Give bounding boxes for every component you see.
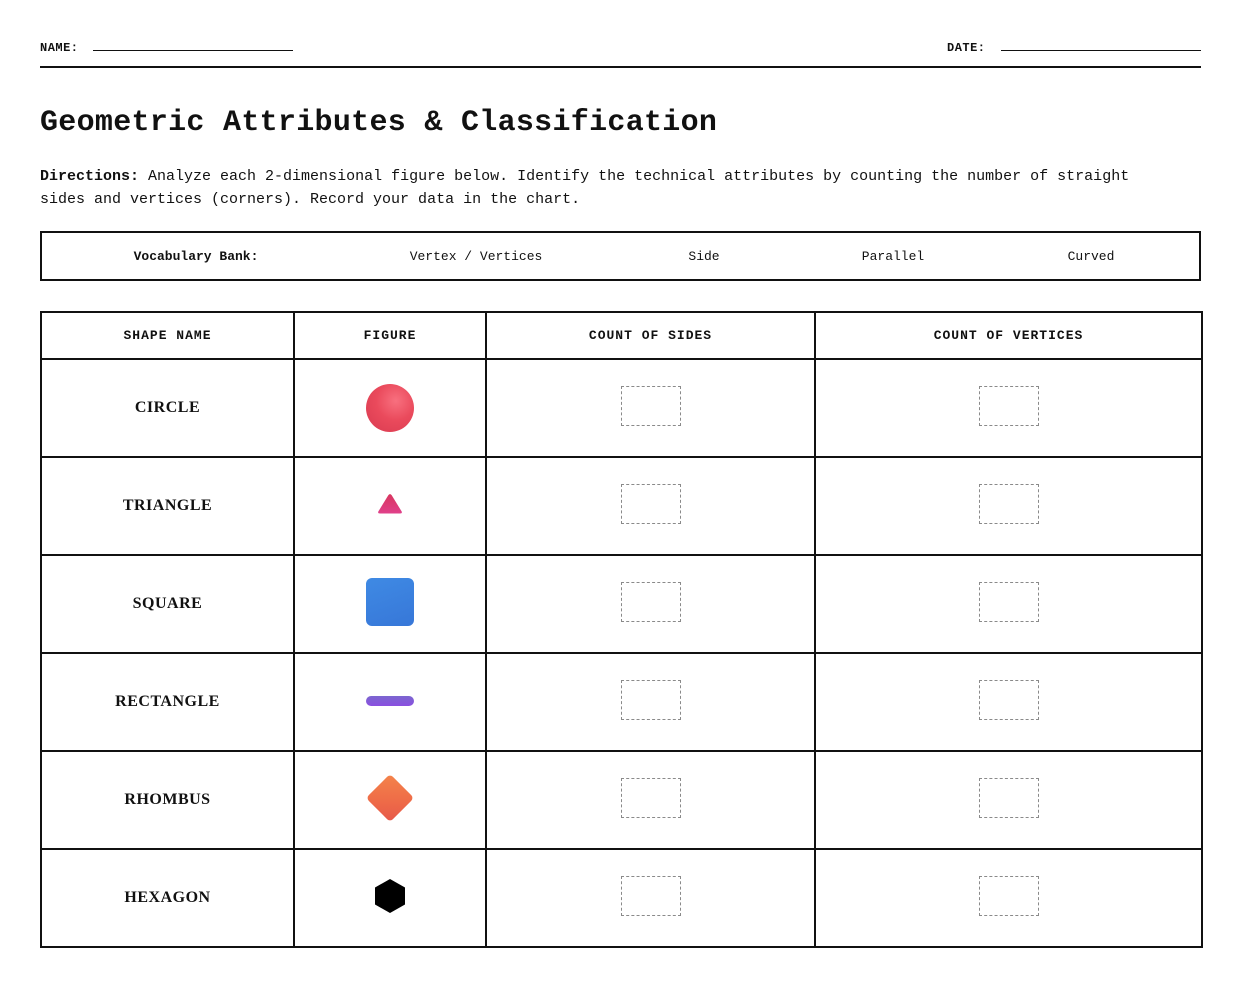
vertices-cell	[815, 751, 1202, 849]
page-title: Geometric Attributes & Classification	[40, 106, 718, 140]
directions-text: Analyze each 2-dimensional figure below. Identify the technical attributes by counting the number of straight sides and vertices (corners). Record your data in the chart.	[40, 168, 1130, 208]
table-row	[41, 849, 1202, 947]
sides-cell	[486, 359, 815, 457]
vocabulary-label: Vocabulary Bank:	[133, 249, 259, 264]
figure-cell	[294, 555, 486, 653]
data-chart	[40, 311, 1203, 948]
sides-cell	[486, 653, 815, 751]
shape-name: CIRCLE	[41, 359, 294, 457]
table-row	[41, 457, 1202, 555]
sides-cell	[486, 849, 815, 947]
square-icon	[366, 578, 414, 626]
vertices-cell	[815, 457, 1202, 555]
table-row	[41, 359, 1202, 457]
vertices-cell	[815, 849, 1202, 947]
name-field[interactable]	[93, 50, 293, 51]
shape-name: HEXAGON	[41, 849, 294, 947]
vertices-input[interactable]	[979, 876, 1039, 916]
sides-cell	[486, 751, 815, 849]
vocabulary-term: Side	[688, 249, 720, 264]
column-header-vertices: COUNT OF VERTICES	[815, 312, 1202, 359]
vertices-cell	[815, 359, 1202, 457]
vocabulary-term: Curved	[1067, 249, 1115, 264]
table-row	[41, 751, 1202, 849]
sides-input[interactable]	[621, 484, 681, 524]
sides-cell	[486, 457, 815, 555]
vocabulary-bank	[40, 231, 1201, 281]
vertices-input[interactable]	[979, 778, 1039, 818]
figure-cell	[294, 751, 486, 849]
vertices-cell	[815, 555, 1202, 653]
column-header-sides: COUNT OF SIDES	[486, 312, 815, 359]
column-header-figure: FIGURE	[294, 312, 486, 359]
table-row	[41, 555, 1202, 653]
rhombus-icon	[366, 773, 414, 821]
vertices-input[interactable]	[979, 484, 1039, 524]
vertices-input[interactable]	[979, 386, 1039, 426]
name-label: NAME:	[40, 41, 79, 55]
sides-input[interactable]	[621, 680, 681, 720]
directions	[40, 165, 1140, 211]
circle-icon	[366, 384, 414, 432]
date-label: DATE:	[947, 41, 986, 55]
column-header-shape-name: SHAPE NAME	[41, 312, 294, 359]
hexagon-icon	[374, 879, 406, 913]
header-row	[41, 312, 1202, 359]
shape-name: SQUARE	[41, 555, 294, 653]
shape-name: RHOMBUS	[41, 751, 294, 849]
date-field[interactable]	[1001, 50, 1201, 51]
triangle-icon	[377, 493, 403, 515]
vertices-input[interactable]	[979, 582, 1039, 622]
sides-input[interactable]	[621, 778, 681, 818]
vertices-input[interactable]	[979, 680, 1039, 720]
header-fields	[40, 38, 1201, 58]
vocabulary-term: Parallel	[861, 249, 925, 264]
figure-cell	[294, 359, 486, 457]
vertices-cell	[815, 653, 1202, 751]
sides-input[interactable]	[621, 876, 681, 916]
shape-name: TRIANGLE	[41, 457, 294, 555]
figure-cell	[294, 849, 486, 947]
sides-cell	[486, 555, 815, 653]
sides-input[interactable]	[621, 582, 681, 622]
directions-label: Directions:	[40, 168, 140, 185]
sides-input[interactable]	[621, 386, 681, 426]
shape-name: RECTANGLE	[41, 653, 294, 751]
vocabulary-term: Vertex / Vertices	[409, 249, 543, 264]
header-divider	[40, 66, 1201, 68]
table-row	[41, 653, 1202, 751]
rectangle-icon	[366, 696, 414, 706]
figure-cell	[294, 653, 486, 751]
figure-cell	[294, 457, 486, 555]
